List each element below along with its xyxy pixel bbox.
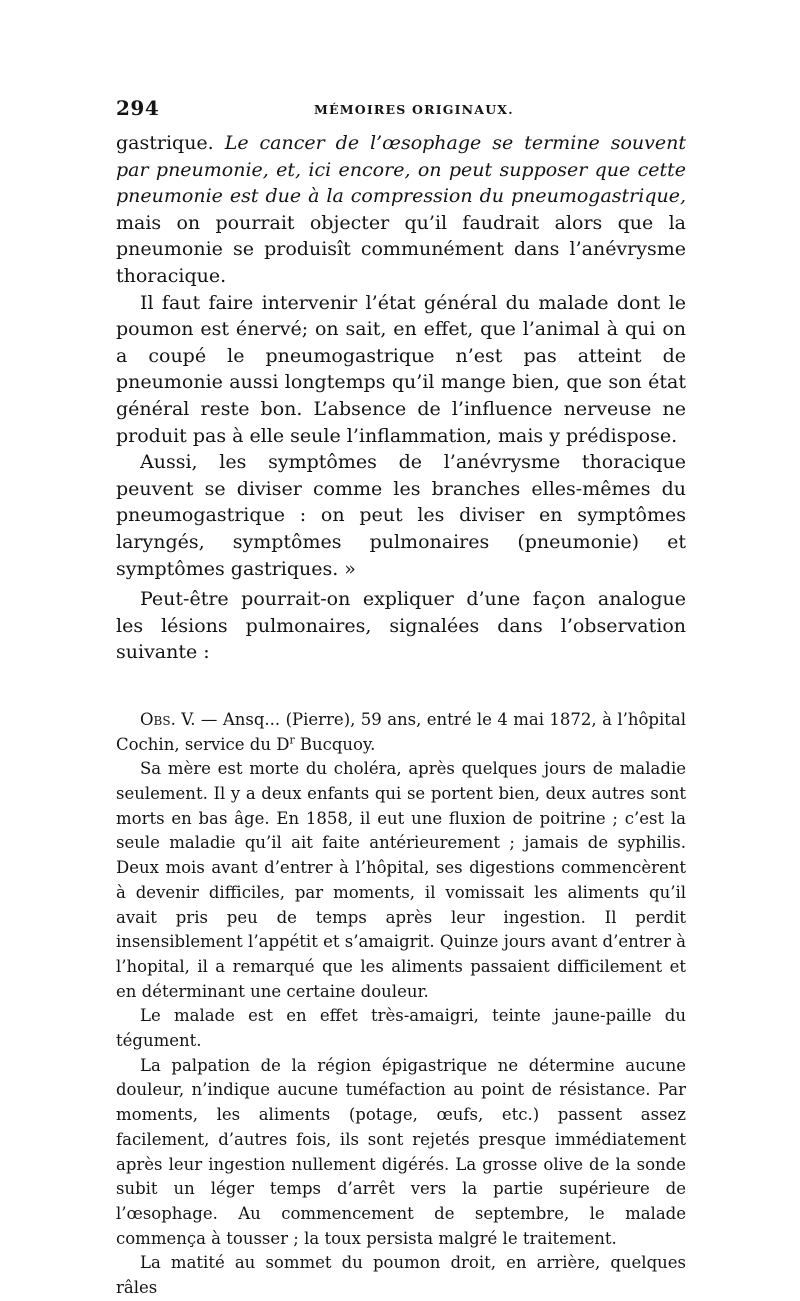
- observation-heading: [116, 708, 686, 757]
- paragraph-end-text: mais on pourrait objecter qu’il faudrait alors que la pneumonie se produisît communément dans l’anévrysme thoracique.: [116, 211, 686, 287]
- observation-label: Obs. V.: [140, 709, 196, 729]
- observation-history: Sa mère est morte du choléra, après quelques jours de maladie seulement. Il y a deux enfants qui se portent bien, deux autres sont morts en bas âge. En 1858, il eut une fluxion de poitrine ; c’est la seule maladie qu’il ait faite antérieurement ; jamais de syphilis. Deux mois avant d’entrer à l’hôpital, ses digestions commencèrent à devenir difficiles, par moments, il vomissait les aliments qu’il avait pris peu de temps après leur ingestion. Il perdit insensiblement l’appétit et s’amaigrit. Quinze jours avant d’entrer à l’hopital, il a remarqué que les aliments passaient difficilement et en déterminant une certaine douleur.: [116, 759, 686, 1001]
- observation-palpation: La palpation de la région épigastrique ne détermine aucune douleur, n’indique aucune tuméfaction au point de résistance. Par moments, les aliments (potage, œufs, etc.) passent assez facilement, d’autres fois, ils sont rejetés presque immédiatement après leur ingestion nullement digérés. La grosse olive de la sonde subit un léger temps d’arrêt vers la partie supérieure de l’œsophage. Au commencement de septembre, le malade commença à tousser ; la toux persista malgré le traitement.: [116, 1055, 686, 1248]
- running-head: [116, 96, 686, 130]
- observation-intro-b: Bucquoy.: [294, 734, 376, 754]
- running-title: MÉMOIRES ORIGINAUX.: [314, 102, 514, 117]
- observation-intro-superscript: r: [289, 733, 295, 747]
- observation-intro-a: — Ansq... (Pierre), 59 ans, entré le 4 mai 1872, à l’hôpital Cochin, service du D: [116, 709, 686, 754]
- paragraph-symptoms: Aussi, les symptômes de l’anévrysme thoracique peuvent se diviser comme les branches elles-mêmes du pneumogastrique : on peut les diviser en symptômes laryngés, symptômes pulmonaires (pneumonie) et symptômes gastriques. »: [116, 451, 686, 580]
- observation-dullness: La matité au sommet du poumon droit, en arrière, quelques râles: [116, 1253, 686, 1298]
- page-number: 294: [116, 96, 160, 120]
- italic-passage: Le cancer de l’œsophage se termine souvent par pneumonie, et, ici encore, on peut supposer que cette pneumonie est due à la compression du pneumogastrique,: [116, 132, 686, 208]
- spacer: [116, 666, 686, 708]
- page: [116, 96, 686, 1301]
- paragraph-start-text: gastrique.: [116, 132, 225, 154]
- paragraph-pulmonary-lesions: Peut-être pourrait-on expliquer d’une façon analogue les lésions pulmonaires, signalées dans l’observation suivante :: [116, 588, 686, 664]
- paragraph-esophageal-cancer: [116, 130, 686, 290]
- observation-emaciation: Le malade est en effet très-amaigri, teinte jaune-paille du tégument.: [116, 1006, 686, 1051]
- paragraph-general-state: Il faut faire intervenir l’état général du malade dont le poumon est énervé; on sait, en effet, que l’animal à qui on a coupé le pneumogastrique n’est pas atteint de pneumonie aussi longtemps qu’il mange bien, que son état général reste bon. L’absence de l’influence nerveuse ne produit pas à elle seule l’inflammation, mais y prédispose.: [116, 291, 686, 447]
